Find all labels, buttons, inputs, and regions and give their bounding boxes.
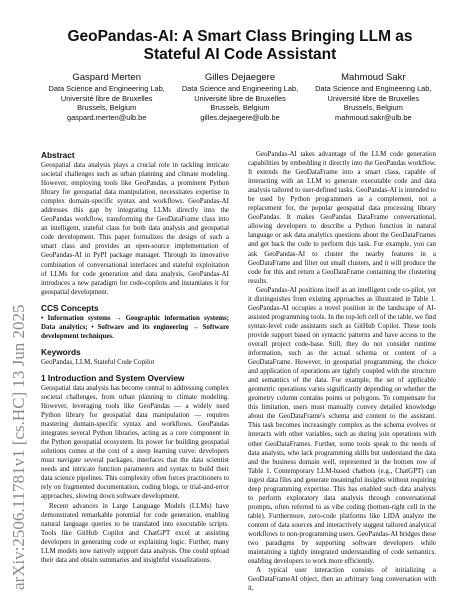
author-email: mahmoud.sakr@ulb.be — [335, 112, 412, 122]
author-affiliation: Data Science and Engineering Lab, — [181, 84, 299, 93]
author-3 — [307, 72, 440, 122]
author-2 — [173, 72, 306, 122]
author-1 — [40, 72, 173, 122]
body-paragraph-3: A typical user interaction consists of initializing a GeoDataFrameAI object, then an arbitrary long conversation with it, — [248, 566, 436, 593]
ccs-heading: CCS Concepts — [41, 302, 99, 313]
author-block — [40, 72, 440, 122]
author-affiliation: Data Science and Engineering Lab, — [315, 84, 432, 93]
left-column — [41, 150, 229, 565]
ccs-concepts: • Information systems → Geographic information systems; Data analytics; • Software and its engineering → Software development techniques. — [41, 313, 229, 340]
keywords-text: GeoPandas, LLM, Stateful Code Copilot — [41, 357, 155, 366]
author-affiliation: Université libre de Bruxelles — [60, 93, 153, 103]
keywords-heading: Keywords — [41, 346, 81, 357]
author-name: Gaspard Merten — [72, 72, 141, 83]
abstract-text: Geospatial data analysis plays a crucial role in tackling intricate societal challenges such as urban planning and climate modeling. However, employing tools like GeoPandas, a prominent Python library for geospatial data manipulation, necessitates expertise in complex domain-specific syntax and workflows. GeoPandas-AI addresses this gap by integrating LLMs directly into the GeoPandas workflow, transforming the GeoDataFrame class into an intelligent, stateful class for both data analysis and geospatial code development. This paper formalizes the design of such a smart class and provides an open-source implementation of GeoPandas-AI in PyPI package manager. Through its innovative combination of conversational interfaces and stateful exploitation of LLMs for code generation and data analysis, GeoPandas-AI introduces a new paradigm for code-copilots and instantiates it for geospatial development. — [41, 161, 229, 296]
author-affiliation: Université libre de Bruxelles — [194, 93, 286, 103]
author-name: Mahmoud Sakr — [341, 72, 406, 83]
author-email: gaspard.merten@ulb.be — [66, 112, 147, 122]
arxiv-identifier: arXiv:2506.11781v1 [cs.HC] 13 Jun 2025 — [9, 304, 28, 590]
author-affiliation: Université libre de Bruxelles — [327, 93, 420, 103]
body-paragraph-2: GeoPandas-AI positions itself as an intelligent code co-pilot, yet it distinguishes from existing approaches as illustrated in Table 1. GeoPandas-AI occupies a novel position in the landscape of AI-assisted programming tools. In the top-left cell of the table, we find syntax-level code assistants such as GitHub Copilot. These tools provide support based on syntactic patterns and have access to the overall project code-base. Still, they do not consider runtime information, such as the actual schema or content of a GeoDataFrame. However, in geospatial programming, the choice and application of operations are tightly coupled with the structure and semantics of the data. For example, the set of applicable geometric operations varies significantly depending on whether the geometry column contains points or polygons. To compensate for this limitation, users must manually convey detailed knowledge about the GeoDataFrame's schema and content to the assistant. This task becomes increasingly complex as the schema evolves or interacts with other variables, such as during join operations with other GeoDataFrames. Further, some tools speak to the needs of data analysts, who lack programming skills but understand the data and the business domain well, represented in the bottom row of Table 1. Contemporary LLM-based chatbots (e.g., ChatGPT) can ingest data files and generate meaningful insights without requiring deep programming expertise. This has enabled such data analysts to perform exploratory data analysis through conversational prompts, often referred to as vibe coding (bottom-right cell in the table). Furthermore, zero-code platforms like LIDA analyze the content of data sources and interactively suggest tailored analytical workflows to non-programming users. GeoPandas-AI bridges these two paradigms by supporting software developers while maintaining a tightly integrated understanding of code semantics, enabling developers to work more efficiently. — [248, 285, 436, 566]
body-paragraph-1: GeoPandas-AI takes advantage of the LLM code generation capabilities by embedding it directly into the GeoPandas workflow. It extends the GeoDataFrame into a smart class, capable of interacting with an LLM to generate executable code and data analysis tailored to user-defined tasks. GeoPandas-AI is intended to be used by Python programmers as a complement, not a replacement for, the popular geospatial data processing library GeoPandas. It makes GeoPandas DataFrame conversational, allowing developers to describe a Python function in natural language or ask data analytics questions about the GeoDataFrames and get back the code to perform this task. For example, you can ask GeoPandas-AI to cluster the nearby features in a GeoDataFrame and filter out small clusters, and it will produce the code for this and return a GeoDataFrame containing the clustering results. — [248, 150, 436, 285]
author-affiliation: Brussels, Belgium — [210, 103, 270, 112]
author-affiliation: Data Science and Engineering Lab, — [48, 84, 165, 93]
intro-paragraph-2: Recent advances in Large Language Models (LLMs) have demonstrated remarkable potential for code generation, enabling natural language queries to be translated into executable scripts. Tools like GitHub Copilot and ChatGPT excel at assisting developers in generating code or explaining logic. Further, many LLM models now natively support data analysis. One could upload their data and obtain summaries and insightful visualizations. — [41, 501, 229, 564]
author-affiliation: Brussels, Belgium — [343, 103, 403, 112]
intro-heading: 1 Introduction and System Overview — [41, 372, 185, 383]
author-affiliation: Brussels, Belgium — [77, 103, 137, 112]
abstract-heading: Abstract — [41, 150, 75, 160]
paper-title: GeoPandas-AI: A Smart Class Bringing LLM as Stateful AI Code Assistant — [67, 28, 413, 63]
right-column — [248, 150, 436, 593]
author-email: gilles.dejaegere@ulb.be — [200, 112, 280, 122]
author-name: Gilles Dejaegere — [204, 72, 276, 83]
intro-paragraph-1: Geospatial data analysis has become central to addressing complex societal challenges, from urban planning to climate modeling. However, leveraging tools like GeoPandas — a widely used Python library for geospatial data manipulation — requires mastering domain-specific syntax and workflows. GeoPandas integrates several Python libraries, acting as a core component in the Python geospatial ecosystem. Its power for building geospatial solutions comes at the cost of a steep learning curve: developers must navigate several packages, interfaces that the data scientist needs and intricate function parameters and syntax to build their data science pipelines. This complexity often forces practitioners to rely on fragmented documentation, coding blogs, or trial-and-error approaches, slowing down software development. — [41, 383, 229, 501]
